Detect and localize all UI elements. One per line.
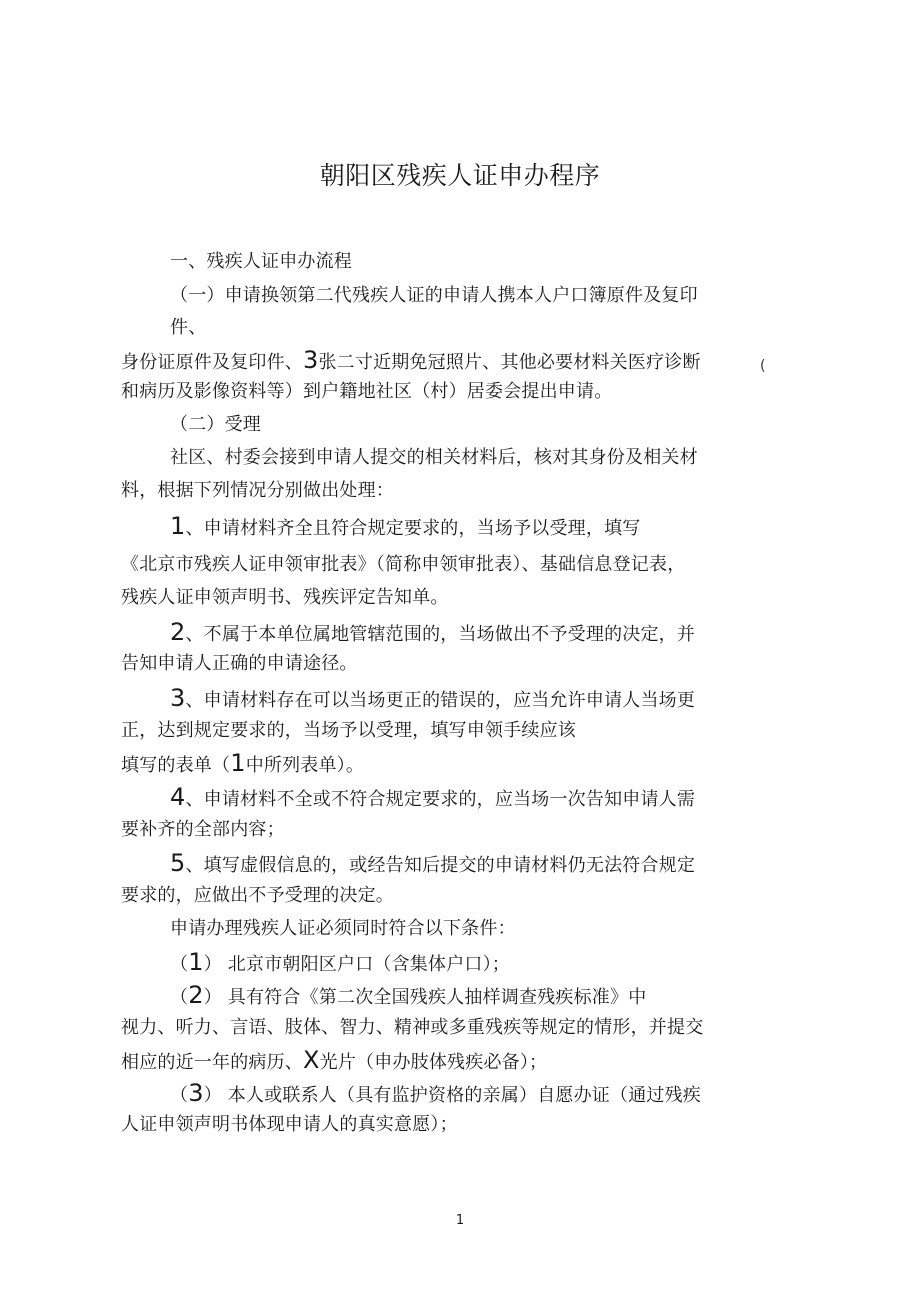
paragraph-line: 要求的，应做出不予受理的决定。	[121, 885, 394, 906]
emphasized-numeral: 1	[170, 512, 186, 540]
paragraph-line: 要补齐的全部内容；	[121, 819, 285, 840]
list-item-line: 2、不属于本单位属地管辖范围的，当场做出不予受理的决定，并	[170, 618, 696, 646]
paragraph-line: 社区、村委会接到申请人提交的相关材料后，核对其身份及相关材	[170, 447, 698, 468]
paragraph-line: 《北京市残疾人证申领审批表》（简称申领审批表）、基础信息登记表，	[121, 554, 686, 575]
emphasized-numeral: X	[303, 1046, 320, 1074]
paragraph-line: 申请办理残疾人证必须同时符合以下条件：	[170, 918, 516, 939]
section-heading: 一、残疾人证申办流程	[170, 251, 352, 272]
list-item-line: 5、填写虚假信息的，或经告知后提交的申请材料仍无法符合规定	[170, 849, 696, 877]
paragraph-line: 身份证原件及复印件、3张二寸近期免冠照片、其他必要材料关医疗诊断	[121, 346, 701, 374]
list-item-line: 4、申请材料不全或不符合规定要求的，应当场一次告知申请人需	[170, 783, 696, 811]
paragraph-line: 料，根据下列情况分别做出处理：	[121, 480, 394, 501]
paragraph-line: 填写的表单（1中所列表单）。	[121, 749, 365, 777]
paragraph-line: （一）申请换领第二代残疾人证的申请人携本人户口簿原件及复印	[170, 285, 698, 306]
document-title: 朝阳区残疾人证申办程序	[319, 161, 601, 190]
condition-item: （1） 北京市朝阳区户口（含集体户口）；	[170, 948, 511, 976]
margin-mark: (	[760, 358, 766, 374]
subsection-heading: （二）受理	[170, 414, 261, 435]
paragraph-line: 和病历及影像资料等）到户籍地社区（村）居委会提出申请。	[121, 381, 613, 402]
paragraph-line: 相应的近一年的病历、X光片（申办肢体残疾必备）；	[121, 1046, 548, 1074]
paragraph-line: 件、	[170, 317, 207, 338]
condition-item: （2） 具有符合《第二次全国残疾人抽样调查残疾标准》中	[170, 981, 647, 1009]
emphasized-numeral: 2	[188, 981, 204, 1009]
paragraph-line: 告知申请人正确的申请途径。	[121, 653, 358, 674]
paragraph-line: 残疾人证申领声明书、残疾评定告知单。	[121, 587, 449, 608]
emphasized-numeral: 4	[170, 783, 186, 811]
list-item-line: 3、申请材料存在可以当场更正的错误的，应当允许申请人当场更	[170, 684, 696, 712]
emphasized-numeral: 3	[188, 1079, 204, 1107]
emphasized-numeral: 3	[170, 684, 186, 712]
paragraph-line: 正，达到规定要求的，当场予以受理，填写申领手续应该	[121, 720, 576, 741]
emphasized-numeral: 2	[170, 618, 186, 646]
list-item-line: 1、申请材料齐全且符合规定要求的，当场予以受理，填写	[170, 512, 641, 540]
page-number: 1	[455, 1213, 465, 1228]
paragraph-line: 人证申领声明书体现申请人的真实意愿）；	[121, 1114, 458, 1135]
paragraph-line: 视力、听力、言语、肢体、智力、精神或多重残疾等规定的情形，并提交	[121, 1017, 704, 1038]
emphasized-numeral: 5	[170, 849, 186, 877]
emphasized-numeral: 1	[188, 948, 204, 976]
emphasized-numeral: 1	[230, 749, 246, 777]
condition-item: （3） 本人或联系人（具有监护资格的亲属）自愿办证（通过残疾	[170, 1079, 702, 1107]
emphasized-numeral: 3	[303, 346, 319, 374]
